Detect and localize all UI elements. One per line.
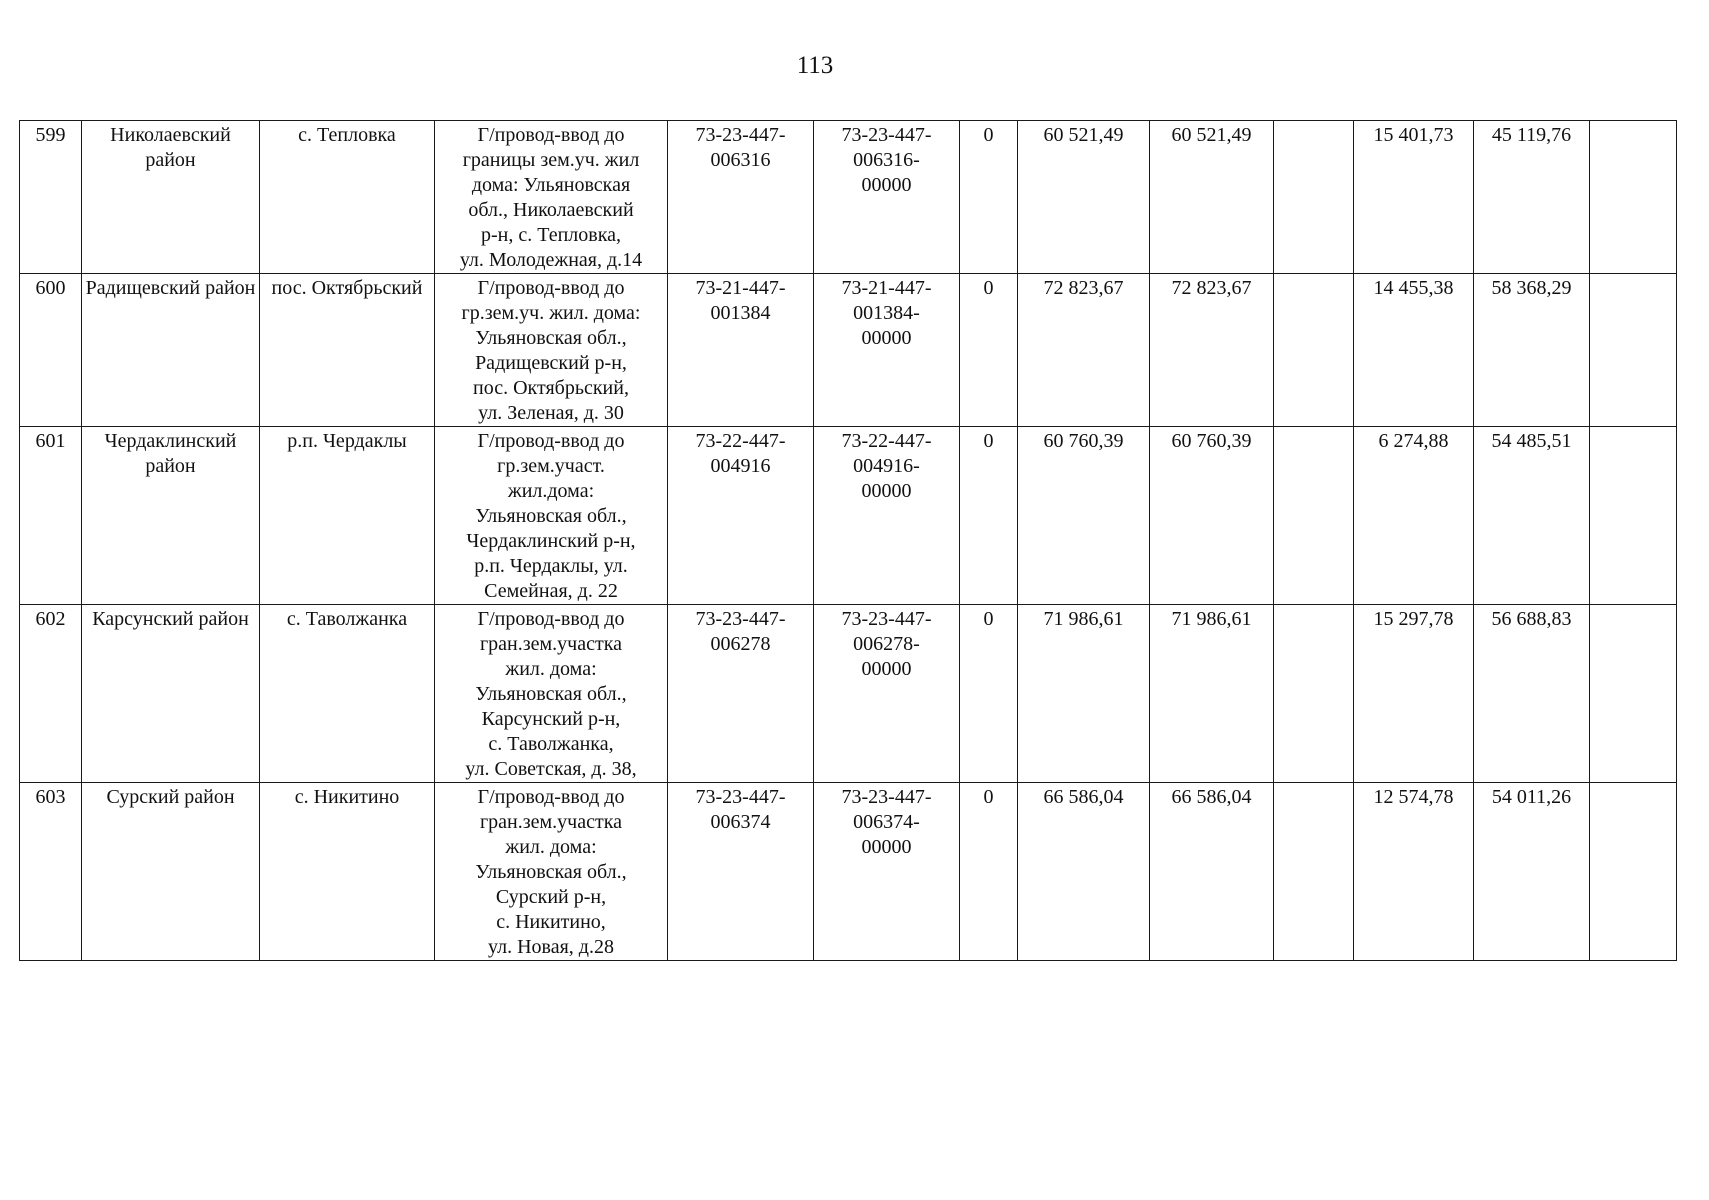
description-cell [435, 121, 668, 274]
depreciation-cell: 14 455,38 [1354, 274, 1474, 427]
inventory-code-cell [814, 121, 960, 274]
residual-value-cell: 54 011,26 [1474, 783, 1590, 961]
empty-cell [1274, 605, 1354, 783]
settlement-cell: с. Никитино [260, 783, 435, 961]
empty-cell [1274, 121, 1354, 274]
initial-cost-cell: 72 823,67 [1018, 274, 1150, 427]
object-code-cell [668, 121, 814, 274]
description-line: гран.зем.участка [479, 633, 623, 655]
description-line: Ульяновская обл., [475, 327, 627, 349]
residual-value-cell: 56 688,83 [1474, 605, 1590, 783]
inventory-code-line: 73-23-447- [841, 786, 932, 808]
object-code-line: 73-21-447- [695, 277, 786, 299]
object-code-line: 73-23-447- [695, 786, 786, 808]
row-number-cell: 601 [20, 427, 82, 605]
object-code-line: 006278 [710, 633, 771, 655]
page-number: 113 [796, 52, 834, 79]
description-line: Г/провод-ввод до [477, 608, 625, 630]
residual-value-cell: 58 368,29 [1474, 274, 1590, 427]
inventory-code-line: 00000 [861, 327, 912, 349]
inventory-code-line: 73-23-447- [841, 124, 932, 146]
settlement-cell: с. Тепловка [260, 121, 435, 274]
inventory-code-cell [814, 427, 960, 605]
description-line: Г/провод-ввод до [477, 277, 625, 299]
description-line: ул. Новая, д.28 [488, 936, 614, 958]
object-code-line: 001384 [710, 302, 771, 324]
initial-cost-cell: 60 760,39 [1018, 427, 1150, 605]
empty-cell [1590, 274, 1677, 427]
description-line: Сурский р-н, [495, 886, 607, 908]
table-row [20, 783, 1677, 961]
object-code-line: 73-23-447- [695, 608, 786, 630]
inventory-code-line: 006316- [853, 149, 920, 171]
zero-value-cell: 0 [960, 274, 1018, 427]
inventory-code-line: 001384- [853, 302, 920, 324]
settlement-cell: р.п. Чердаклы [260, 427, 435, 605]
table-body [20, 121, 1677, 961]
description-line: Радищевский р-н, [475, 352, 627, 374]
district-cell: Чердаклинский район [82, 427, 260, 605]
depreciation-cell: 15 401,73 [1354, 121, 1474, 274]
object-code-cell [668, 783, 814, 961]
description-cell [435, 427, 668, 605]
initial-cost-cell: 60 521,49 [1018, 121, 1150, 274]
description-cell [435, 605, 668, 783]
book-cost-cell: 72 823,67 [1150, 274, 1274, 427]
inventory-code-line: 006374- [853, 811, 920, 833]
description-line: Г/провод-ввод до [477, 124, 625, 146]
empty-cell [1274, 427, 1354, 605]
object-code-line: 73-22-447- [695, 430, 786, 452]
row-number-cell: 602 [20, 605, 82, 783]
description-line: дома: Ульяновская [471, 174, 631, 196]
book-cost-cell: 60 521,49 [1150, 121, 1274, 274]
inventory-code-line: 73-22-447- [841, 430, 932, 452]
description-line: ул. Зеленая, д. 30 [478, 402, 624, 424]
residual-value-cell: 45 119,76 [1474, 121, 1590, 274]
empty-cell [1274, 274, 1354, 427]
description-line: ул. Молодежная, д.14 [459, 249, 643, 271]
description-line: гр.зем.уч. жил. дома: [461, 302, 641, 324]
empty-cell [1590, 427, 1677, 605]
district-cell: Сурский район [82, 783, 260, 961]
description-line: Г/провод-ввод до [477, 430, 625, 452]
empty-cell [1274, 783, 1354, 961]
inventory-code-line: 73-21-447- [841, 277, 932, 299]
object-code-line: 006316 [710, 149, 771, 171]
district-cell: Николаевский район [82, 121, 260, 274]
object-code-line: 73-23-447- [695, 124, 786, 146]
description-line: Ульяновская обл., [475, 505, 627, 527]
book-cost-cell: 71 986,61 [1150, 605, 1274, 783]
zero-value-cell: 0 [960, 783, 1018, 961]
description-line: Г/провод-ввод до [477, 786, 625, 808]
description-line: Ульяновская обл., [475, 861, 627, 883]
description-line: Чердаклинский р-н, [466, 530, 636, 552]
description-line: гран.зем.участка [479, 811, 623, 833]
description-line: пос. Октябрьский, [473, 377, 629, 399]
zero-value-cell: 0 [960, 427, 1018, 605]
description-line: Семейная, д. 22 [484, 580, 618, 602]
depreciation-cell: 6 274,88 [1354, 427, 1474, 605]
object-code-cell [668, 605, 814, 783]
depreciation-cell: 12 574,78 [1354, 783, 1474, 961]
residual-value-cell: 54 485,51 [1474, 427, 1590, 605]
inventory-code-line: 006278- [853, 633, 920, 655]
table-row [20, 121, 1677, 274]
table-row [20, 605, 1677, 783]
row-number-cell: 599 [20, 121, 82, 274]
table-row [20, 427, 1677, 605]
description-line: с. Таволжанка, [488, 733, 614, 755]
object-code-line: 006374 [710, 811, 771, 833]
row-number-cell: 600 [20, 274, 82, 427]
description-line: жил. дома: [505, 836, 597, 858]
zero-value-cell: 0 [960, 121, 1018, 274]
district-cell: Карсунский район [82, 605, 260, 783]
book-cost-cell: 60 760,39 [1150, 427, 1274, 605]
description-line: Карсунский р-н, [481, 708, 621, 730]
description-line: жил.дома: [507, 480, 595, 502]
initial-cost-cell: 66 586,04 [1018, 783, 1150, 961]
empty-cell [1590, 605, 1677, 783]
description-line: гр.зем.участ. [497, 455, 605, 477]
book-cost-cell: 66 586,04 [1150, 783, 1274, 961]
empty-cell [1590, 121, 1677, 274]
inventory-code-line: 00000 [861, 480, 912, 502]
inventory-code-line: 73-23-447- [841, 608, 932, 630]
object-code-line: 004916 [710, 455, 771, 477]
inventory-code-cell [814, 783, 960, 961]
table-row [20, 274, 1677, 427]
inventory-code-cell [814, 605, 960, 783]
description-line: р-н, с. Тепловка, [481, 224, 621, 246]
row-number-cell: 603 [20, 783, 82, 961]
description-cell [435, 783, 668, 961]
object-code-cell [668, 427, 814, 605]
description-line: жил. дома: [505, 658, 597, 680]
asset-table [19, 120, 1677, 961]
description-cell [435, 274, 668, 427]
inventory-code-line: 00000 [861, 174, 912, 196]
depreciation-cell: 15 297,78 [1354, 605, 1474, 783]
inventory-code-line: 00000 [861, 836, 912, 858]
empty-cell [1590, 783, 1677, 961]
settlement-cell: с. Таволжанка [260, 605, 435, 783]
inventory-code-cell [814, 274, 960, 427]
initial-cost-cell: 71 986,61 [1018, 605, 1150, 783]
description-line: р.п. Чердаклы, ул. [474, 555, 628, 577]
settlement-cell: пос. Октябрьский [260, 274, 435, 427]
inventory-code-line: 00000 [861, 658, 912, 680]
district-cell: Радищевский район [82, 274, 260, 427]
description-line: границы зем.уч. жил [462, 149, 640, 171]
inventory-code-line: 004916- [853, 455, 920, 477]
zero-value-cell: 0 [960, 605, 1018, 783]
object-code-cell [668, 274, 814, 427]
description-line: ул. Советская, д. 38, [465, 758, 637, 780]
description-line: Ульяновская обл., [475, 683, 627, 705]
description-line: обл., Николаевский [468, 199, 634, 221]
description-line: с. Никитино, [496, 911, 606, 933]
